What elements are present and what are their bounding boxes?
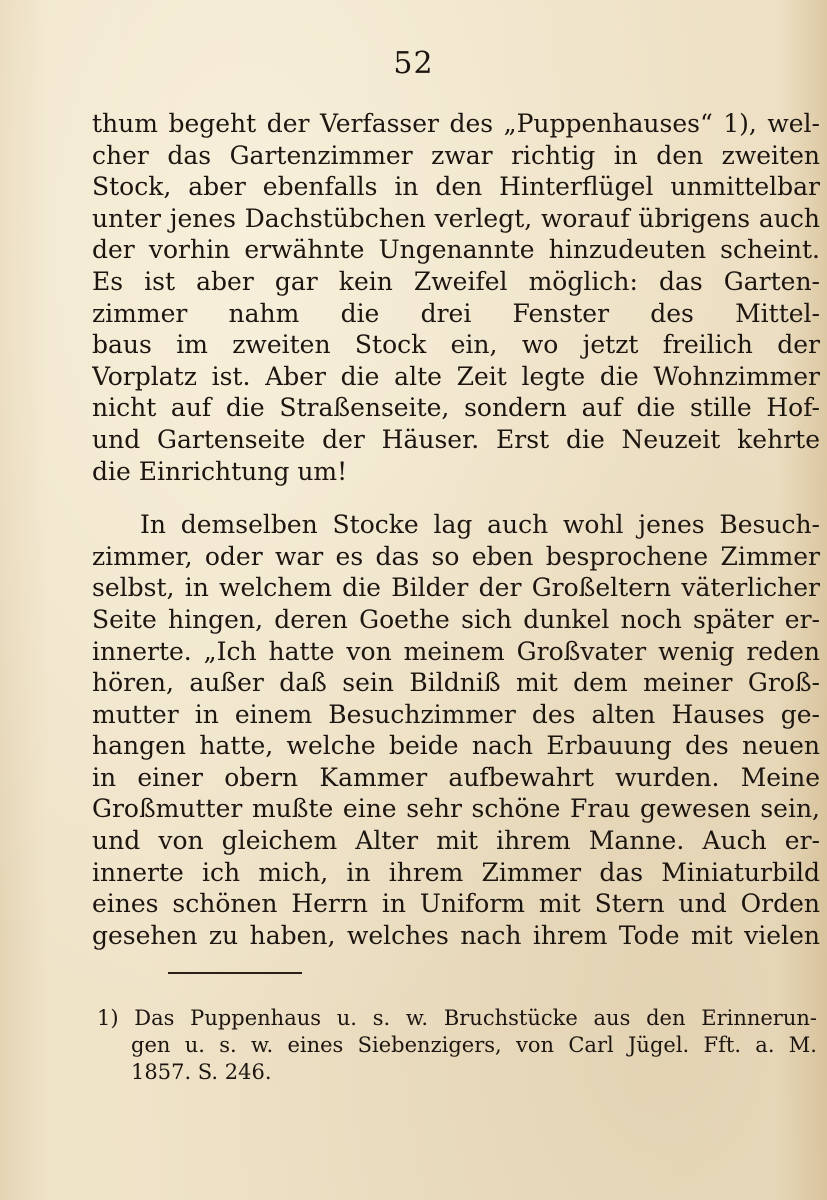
- text-line: und von gleichem Alter mit ihrem Manne. Auch er-: [92, 826, 820, 856]
- footnote-divider: [168, 972, 302, 974]
- text-line: eines schönen Herrn in Uniform mit Stern und Orden: [92, 889, 820, 919]
- text-line: selbst, in welchem die Bilder der Großeltern väterlicher: [92, 573, 820, 603]
- text-line: zimmer, oder war es das so eben besprochene Zimmer: [92, 541, 820, 571]
- text-line: die Einrichtung um!: [92, 456, 348, 486]
- text-line: gesehen zu haben, welches nach ihrem Tode mit vielen: [92, 920, 820, 950]
- text-line: mutter in einem Besuchzimmer des alten Hauses ge-: [92, 699, 820, 729]
- text-line: Stock, aber ebenfalls in den Hinterflügel unmittelbar: [92, 172, 820, 202]
- footnote-line: 1857. S. 246.: [131, 1060, 272, 1084]
- text-line: Großmutter mußte eine sehr schöne Frau gewesen sein,: [92, 794, 820, 824]
- footnote-line: gen u. s. w. eines Siebenzigers, von Carl Jügel. Fft. a. M.: [131, 1033, 817, 1057]
- text-line: thum begeht der Verfasser des „Puppenhauses“ 1), wel-: [92, 109, 820, 138]
- text-line: cher das Gartenzimmer zwar richtig in den zweiten: [92, 140, 820, 170]
- paragraph: [92, 509, 820, 951]
- body-text: [92, 108, 820, 951]
- paragraph-gap: [92, 487, 820, 509]
- text-line: Es ist aber gar kein Zweifel möglich: das Garten-: [92, 266, 820, 296]
- text-line: innerte ich mich, in ihrem Zimmer das Miniaturbild: [92, 857, 820, 887]
- paragraph: [92, 108, 820, 487]
- text-line: hören, außer daß sein Bildniß mit dem meiner Groß-: [92, 668, 820, 698]
- footnote-line: 1) Das Puppenhaus u. s. w. Bruchstücke aus den Erinnerun-: [97, 1006, 817, 1030]
- text-line: unter jenes Dachstübchen verlegt, worauf übrigens auch: [92, 203, 820, 233]
- text-line: und Gartenseite der Häuser. Erst die Neuzeit kehrte: [92, 424, 820, 454]
- text-line: In demselben Stocke lag auch wohl jenes Besuch-: [140, 510, 820, 540]
- text-line: baus im zweiten Stock ein, wo jetzt freilich der: [92, 330, 820, 360]
- text-line: zimmer nahm die drei Fenster des Mittel-: [92, 298, 820, 328]
- text-line: der vorhin erwähnte Ungenannte hinzudeuten scheint.: [92, 235, 820, 265]
- text-line: nicht auf die Straßenseite, sondern auf die stille Hof-: [92, 393, 820, 423]
- text-line: in einer obern Kammer aufbewahrt wurden. Meine: [92, 762, 820, 792]
- text-line: hangen hatte, welche beide nach Erbauung des neuen: [92, 731, 820, 761]
- text-line: innerte. „Ich hatte von meinem Großvater wenig reden: [92, 636, 820, 666]
- page-number: 52: [393, 46, 434, 81]
- footnote: [97, 1005, 817, 1086]
- text-line: Seite hingen, deren Goethe sich dunkel noch später er-: [92, 604, 820, 634]
- text-line: Vorplatz ist. Aber die alte Zeit legte die Wohnzimmer: [92, 361, 820, 391]
